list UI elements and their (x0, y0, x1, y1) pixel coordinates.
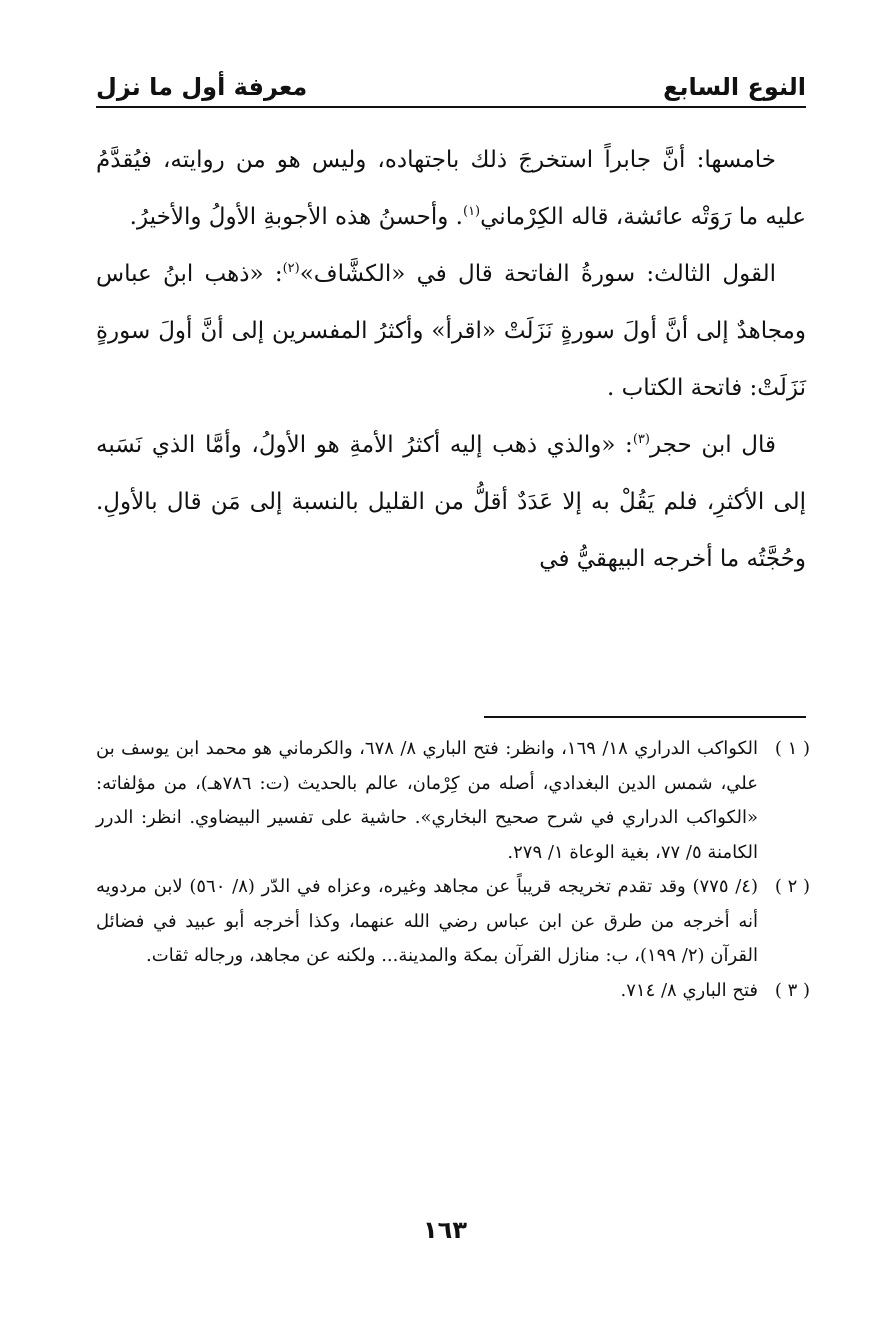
footnote-ref-2[interactable]: (٢) (282, 261, 300, 276)
paragraph-3: قال ابن حجر$^{(٣)}$: «والذي ذهب إليه أكثرُ الأمةِ هو الأولُ، وأمَّا الذي نَسَبه إلى الأكثرِ، فلم يَقُلْ به إلا عَدَدٌ أقلُّ من القليل بالنسبة إلى مَن قال بالأولِ. وحُجَّتُه ما أخرجه البيهقيُّ في (96, 432, 806, 572)
section-title: معرفة أول ما نزل (96, 73, 308, 101)
footnotes (96, 732, 810, 1008)
footnote-text: الكواكب الدراري ١٨/ ١٦٩، وانظر: فتح الباري ٨/ ٦٧٨، والكرماني هو محمد ابن يوسف بن علي، شمس الدين البغدادي، أصله من كِرْمان، عالم بالحديث (ت: ٧٨٦هـ)، من مؤلفاته: «الكواكب الدراري في شرح صحيح البخاري». حاشية على تفسير البيضاوي. انظر: الدرر الكامنة ٥/ ٧٧، بغية الوعاة ١/ ٢٧٩. (96, 738, 759, 863)
chapter-title: النوع السابع (663, 73, 806, 101)
main-text (96, 132, 806, 588)
footnote-text: فتح الباري ٨/ ٧١٤. (620, 979, 758, 1001)
footnote-3 (96, 974, 810, 1009)
footnote-ref-1[interactable]: (١) (462, 204, 481, 219)
footnote-number: ( ١ ) (774, 738, 810, 759)
footnote-number: ( ٢ ) (774, 876, 810, 897)
footnote-ref-3[interactable]: (٣) (632, 432, 650, 447)
running-header (96, 62, 806, 108)
footnote-2 (96, 870, 810, 974)
paragraph-2: القول الثالث: سورةُ الفاتحة قال في «الكشَّاف»$^{(٢)}$: «ذهب ابنُ عباس ومجاهدٌ إلى أنَّ أولَ سورةٍ نَزَلَتْ «اقرأ» وأكثرُ المفسرين إلى أنَّ أولَ سورةٍ نَزَلَتْ: فاتحة الكتاب . (96, 261, 806, 401)
paragraph-1: خامسها: أنَّ جابراً استخرجَ ذلك باجتهاده، وليس هو من روايته، فيُقدَّمُ عليه ما رَوَتْه عائشة، قاله الكِرْماني$^{(١)}$. وأحسنُ هذه الأجوبةِ الأولُ والأخيرُ. (96, 147, 806, 230)
footnote-text: (٤/ ٧٧٥) وقد تقدم تخريجه قريباً عن مجاهد وغيره، وعزاه في الدّر (٨/ ٥٦٠) لابن مردويه أنه أخرجه من طرق عن ابن عباس رضي الله عنهما، وكذا أخرجه أبو عبيد في فضائل القرآن (٢/ ١٩٩)، ب: منازل القرآن بمكة والمدينة... ولكنه عن مجاهد، ورجاله ثقات. (96, 876, 758, 966)
footnote-1 (96, 732, 810, 870)
footnote-separator (484, 716, 806, 718)
page-number: ١٦٣ (423, 1216, 467, 1244)
footnote-number: ( ٣ ) (774, 979, 810, 1001)
